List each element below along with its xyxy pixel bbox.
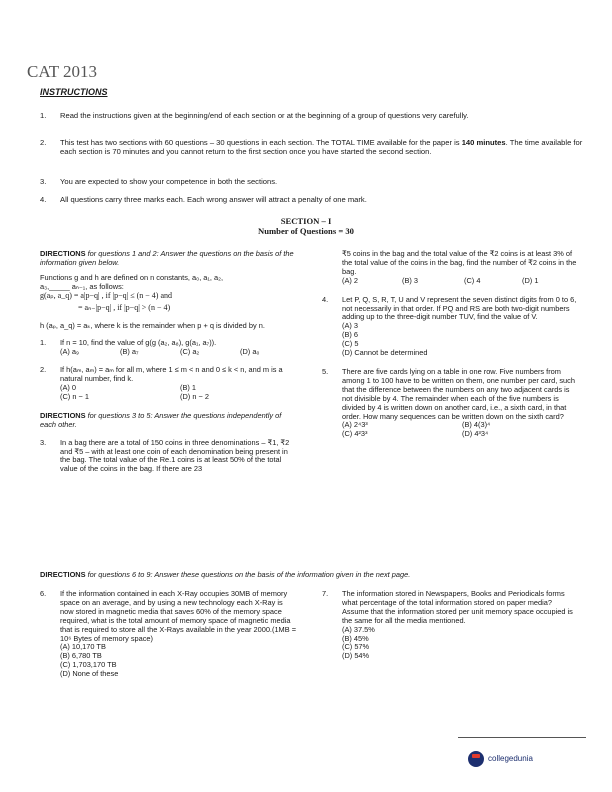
option[interactable]: (D) None of these [60,669,119,679]
option[interactable]: (A) 2 [342,275,359,285]
option[interactable]: (B) 6,780 TB [60,651,102,661]
instruction-item [40,177,585,186]
option[interactable]: (C) 4²3³ [342,429,368,439]
instruction-text: You are expected to show your competence in both the sections. [60,177,278,186]
question-text: ₹5 coins in the bag and the total value of the ₹2 coins is at least 3% of the total value of the coins in the bag, find the number of ₹2 coins in the bag. [342,249,577,276]
option[interactable]: (B) 3 [402,275,419,285]
question-text: If h(aₘ, aₘ) = aₘ for all m, where 1 ≤ m < n and 0 ≤ k < n, and m is a natural number, find k. [60,365,283,384]
option[interactable]: (B) 1 [180,382,197,392]
function-def-line: a₃,_____ aₙ₋₁, as follows: [40,281,124,291]
footer-divider [458,737,586,738]
option[interactable]: (A) a₉ [60,347,79,357]
directions-text: for questions 3 to 5: Answer the questions independently of each other. [40,410,282,429]
question-number: 1. [40,338,47,348]
collegedunia-icon [468,751,484,767]
option[interactable]: (A) 37.5% [342,624,375,634]
section-title: SECTION – I [280,216,332,226]
option[interactable]: (D) 1 [522,275,539,285]
question-3-continued [322,250,580,286]
question-options [60,384,298,402]
question-number: 3. [40,437,47,447]
directions-label: DIRECTIONS [40,249,86,258]
question-7 [322,590,580,661]
instruction-text-part: This test has two sections with 60 questions – 30 questions in each section. The TOTAL TIME available for the paper is [60,138,462,147]
option[interactable]: (A) 3 [342,321,359,331]
left-column-bottom [40,590,298,679]
question-3 [40,439,298,475]
directions-2 [40,412,298,430]
function-def-line: Functions g and h are defined on n constants, a₀, a₁, a₂, [40,272,224,282]
question-text: If the information contained in each X-Ray occupies 30MB of memory space on an average, and by using a new technology each X-Ray is now stored in magnetic media that saves 60% of the memory space required, what is the total amount of memory space of magnetic media that is required to store all the X-Rays available in the year 2000.(1MB = 10⁶ Bytes of memory space) [60,589,297,643]
collegedunia-logo[interactable] [460,745,582,775]
directions-1 [40,250,298,268]
instruction-text [40,138,585,156]
right-column-top [322,250,580,439]
question-text: Let P, Q, S, R, T, U and V represent the seven distinct digits from 0 to 6, not necessarily in that order. If PQ and RS are both two-digit numbers adding up to the three-digit number TUV, find the value of V. [342,294,577,322]
option[interactable]: (B) 4(3)⁴ [462,420,491,430]
function-def-line: h (aₚ, a_q) = aₖ, where k is the remainder when p + q is divided by n. [40,321,265,331]
section-subtitle: Number of Questions = 30 [258,226,354,236]
instruction-number: 3. [40,177,47,186]
instruction-item [40,195,585,204]
question-text: The information stored in Newspapers, Books and Periodicals forms what percentage of the total information stored on paper media? Assume that the information stored per unit memory space occupied is the same for all the media mentioned. [342,589,573,625]
question-text: There are five cards lying on a table in one row. Five numbers from among 1 to 100 have to be written on them, one number per card, such that the difference between the numbers on any two adjacent cards is not divisible by 4. The remainder when each of the five numbers is divided by 4 is written down on another card, i.e., a sixth card, in that order. How many sequences can be written down on the sixth card? [342,366,575,421]
question-number: 6. [40,589,47,598]
option[interactable]: (A) 2⁴3³ [342,420,368,430]
function-def-line: g(aₚ, a_q) = a|p−q| , if |p−q| ≤ (n − 4) and [40,290,173,300]
option[interactable]: (B) 6 [342,330,359,340]
option[interactable]: (C) a₂ [180,347,200,357]
instructions-heading: INSTRUCTIONS [40,87,108,97]
question-6 [40,590,298,679]
option[interactable]: (D) n − 2 [180,391,209,401]
directions-3 [40,571,585,580]
directions-text: for questions 1 and 2: Answer the questions on the basis of the information given below. [40,249,294,267]
question-5 [322,368,580,439]
option[interactable]: (D) a₀ [240,347,260,357]
question-2 [40,366,298,402]
logo-text: collegedunia [488,754,533,763]
question-4 [322,296,580,358]
directions-label: DIRECTIONS [40,410,86,420]
option[interactable]: (C) 4 [464,275,481,285]
option[interactable]: (D) 54% [342,651,370,661]
right-column-bottom [322,590,580,661]
instruction-text: Read the instructions given at the beginning/end of each section or at the beginning of a group of questions very carefully. [60,111,469,120]
question-number: 7. [322,589,329,598]
option[interactable]: (C) n − 1 [60,391,89,401]
directions-text: for questions 6 to 9: Answer these questions on the basis of the information given in the next page. [85,570,411,579]
option[interactable]: (B) 45% [342,633,369,643]
instruction-number: 1. [40,111,47,120]
option[interactable]: (B) a₇ [120,347,139,357]
option[interactable]: (C) 5 [342,339,359,349]
instruction-item [40,138,585,156]
left-column-top [40,250,298,474]
question-options [342,277,580,286]
instruction-number: 2. [40,138,47,147]
option[interactable]: (D) 4³3⁴ [462,429,489,439]
option[interactable]: (C) 57% [342,642,370,652]
question-text: In a bag there are a total of 150 coins in three denominations – ₹1, ₹2 and ₹5 – with at least one coin of each denomination being present in the bag. The total value of the Re.1 coins is at least 50% of the total value of the coins in the bag. If there are 23 [60,437,290,474]
directions-label: DIRECTIONS [40,570,86,579]
exam-title: CAT 2013 [27,62,98,81]
question-1 [40,339,298,357]
option[interactable]: (D) Cannot be determined [342,348,428,358]
instruction-text-part: . The time available for each section is 70 minutes and you cannot return to the first section once you have started the second section. [60,138,583,156]
question-options [342,421,580,439]
option[interactable]: (A) 10,170 TB [60,642,106,652]
question-number: 4. [322,294,329,304]
function-def-line: = aₙ₋|p−q| , if |p−q| > (n − 4) [78,302,171,312]
instruction-item [40,111,585,120]
instruction-text: All questions carry three marks each. Each wrong answer will attract a penalty of one mark. [60,195,367,204]
instruction-number: 4. [40,195,47,204]
question-options [60,348,298,357]
instruction-text-bold: 140 minutes [461,138,506,147]
option[interactable]: (C) 1,703,170 TB [60,660,117,670]
question-number: 5. [322,366,329,376]
question-number: 2. [40,365,47,375]
question-text: If n = 10, find the value of g(g (a₂, a₈), g(a₁, a₇)). [60,338,217,348]
option[interactable]: (A) 0 [60,382,77,392]
